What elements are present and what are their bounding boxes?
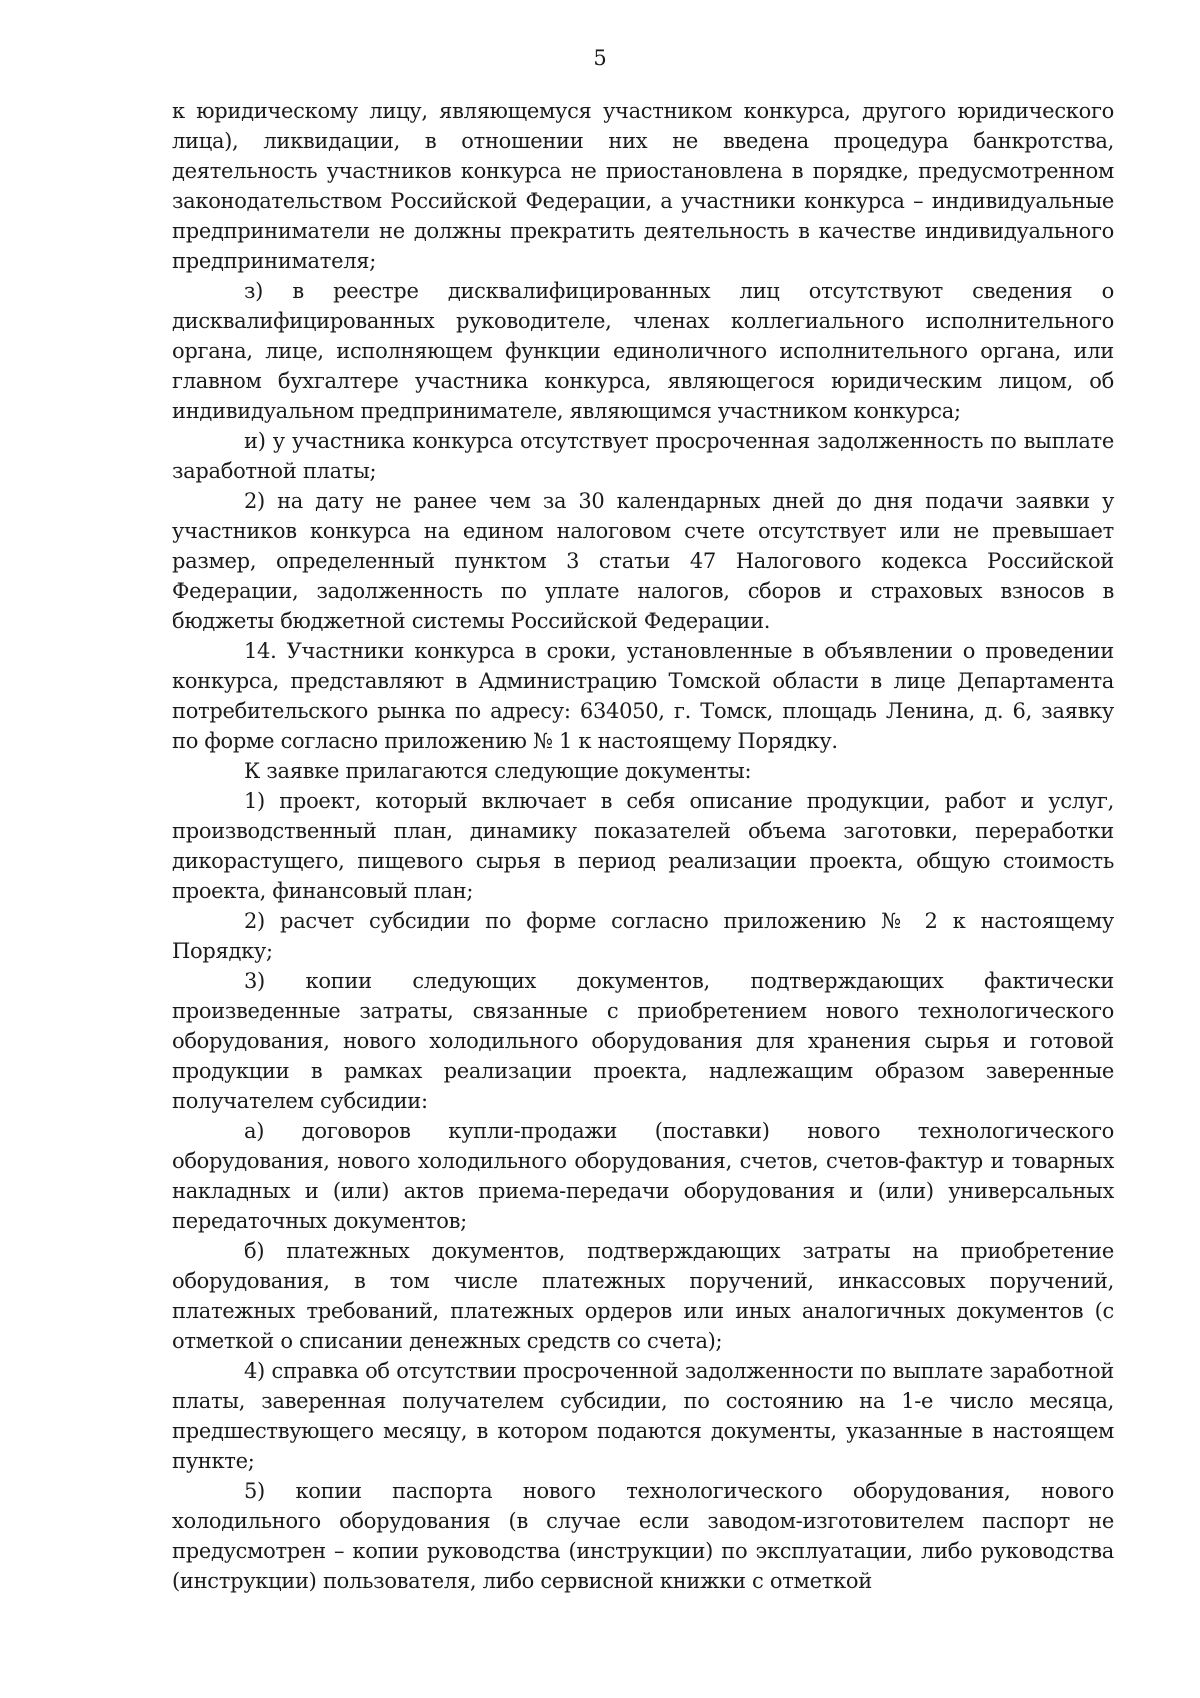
- paragraph-doc-4-certificate: 4) справка об отсутствии просроченной задолженности по выплате заработной платы, заверенная получателем субсидии, по состоянию на 1-е число месяца, предшествующего месяцу, в котором подаются документы, указанные в настоящем пункте;: [172, 1359, 1114, 1473]
- paragraph-doc-3b-payments: б) платежных документов, подтверждающих затраты на приобретение оборудования, в том числе платежных поручений, инкассовых поручений, платежных требований, платежных ордеров или иных аналогичных документов (с отметкой о списании денежных средств со счета);: [172, 1239, 1114, 1353]
- paragraph-doc-1-project: 1) проект, который включает в себя описание продукции, работ и услуг, производственный план, динамику показателей объема заготовки, переработки дикорастущего, пищевого сырья в период реализации проекта, общую стоимость проекта, финансовый план;: [172, 789, 1114, 903]
- paragraph-section-14: 14. Участники конкурса в сроки, установленные в объявлении о проведении конкурса, представляют в Администрацию Томской области в лице Департамента потребительского рынка по адресу: 634050, г. Томск, площадь Ленина, д. 6, заявку по форме согласно приложению № 1 к настоящему Порядку.: [172, 639, 1114, 753]
- paragraph-item-z: з) в реестре дисквалифицированных лиц отсутствуют сведения о дисквалифицированных руководителе, членах коллегиального исполнительного органа, лице, исполняющем функции единоличного исполнительного органа, или главном бухгалтере участника конкурса, являющегося юридическим лицом, об индивидуальном предпринимателе, являющимся участником конкурса;: [172, 279, 1114, 423]
- paragraph-doc-3-copies: 3) копии следующих документов, подтверждающих фактически произведенные затраты, связанные с приобретением нового технологического оборудования, нового холодильного оборудования для хранения сырья и готовой продукции в рамках реализации проекта, надлежащим образом заверенные получателем субсидии:: [172, 969, 1114, 1113]
- paragraph-continuation: к юридическому лицу, являющемуся участником конкурса, другого юридического лица), ликвидации, в отношении них не введена процедура банкротства, деятельность участников конкурса не приостановлена в порядке, предусмотренном законодательством Российской Федерации, а участники конкурса – индивидуальные предприниматели не должны прекратить деятельность в качестве индивидуального предпринимателя;: [172, 99, 1114, 273]
- paragraph-doc-5-passport: 5) копии паспорта нового технологического оборудования, нового холодильного оборудования (в случае если заводом-изготовителем паспорт не предусмотрен – копии руководства (инструкции) по эксплуатации, либо руководства (инструкции) пользователя, либо сервисной книжки с отметкой: [172, 1479, 1114, 1593]
- paragraph-doc-3a-contracts: а) договоров купли-продажи (поставки) нового технологического оборудования, нового холодильного оборудования, счетов, счетов-фактур и товарных накладных и (или) актов приема-передачи оборудования и (или) универсальных передаточных документов;: [172, 1119, 1114, 1233]
- paragraph-item-2-tax: 2) на дату не ранее чем за 30 календарных дней до дня подачи заявки у участников конкурса на едином налоговом счете отсутствует или не превышает размер, определенный пунктом 3 статьи 47 Налогового кодекса Российской Федерации, задолженность по уплате налогов, сборов и страховых взносов в бюджеты бюджетной системы Российской Федерации.: [172, 489, 1114, 633]
- page-number: 5: [593, 46, 607, 70]
- paragraph-doc-2-calculation: 2) расчет субсидии по форме согласно приложению № 2 к настоящему Порядку;: [172, 909, 1114, 963]
- paragraph-item-i: и) у участника конкурса отсутствует просроченная задолженность по выплате заработной платы;: [172, 429, 1114, 483]
- paragraph-attachments-intro: К заявке прилагаются следующие документы:: [244, 759, 752, 783]
- document-body: [172, 96, 1114, 1596]
